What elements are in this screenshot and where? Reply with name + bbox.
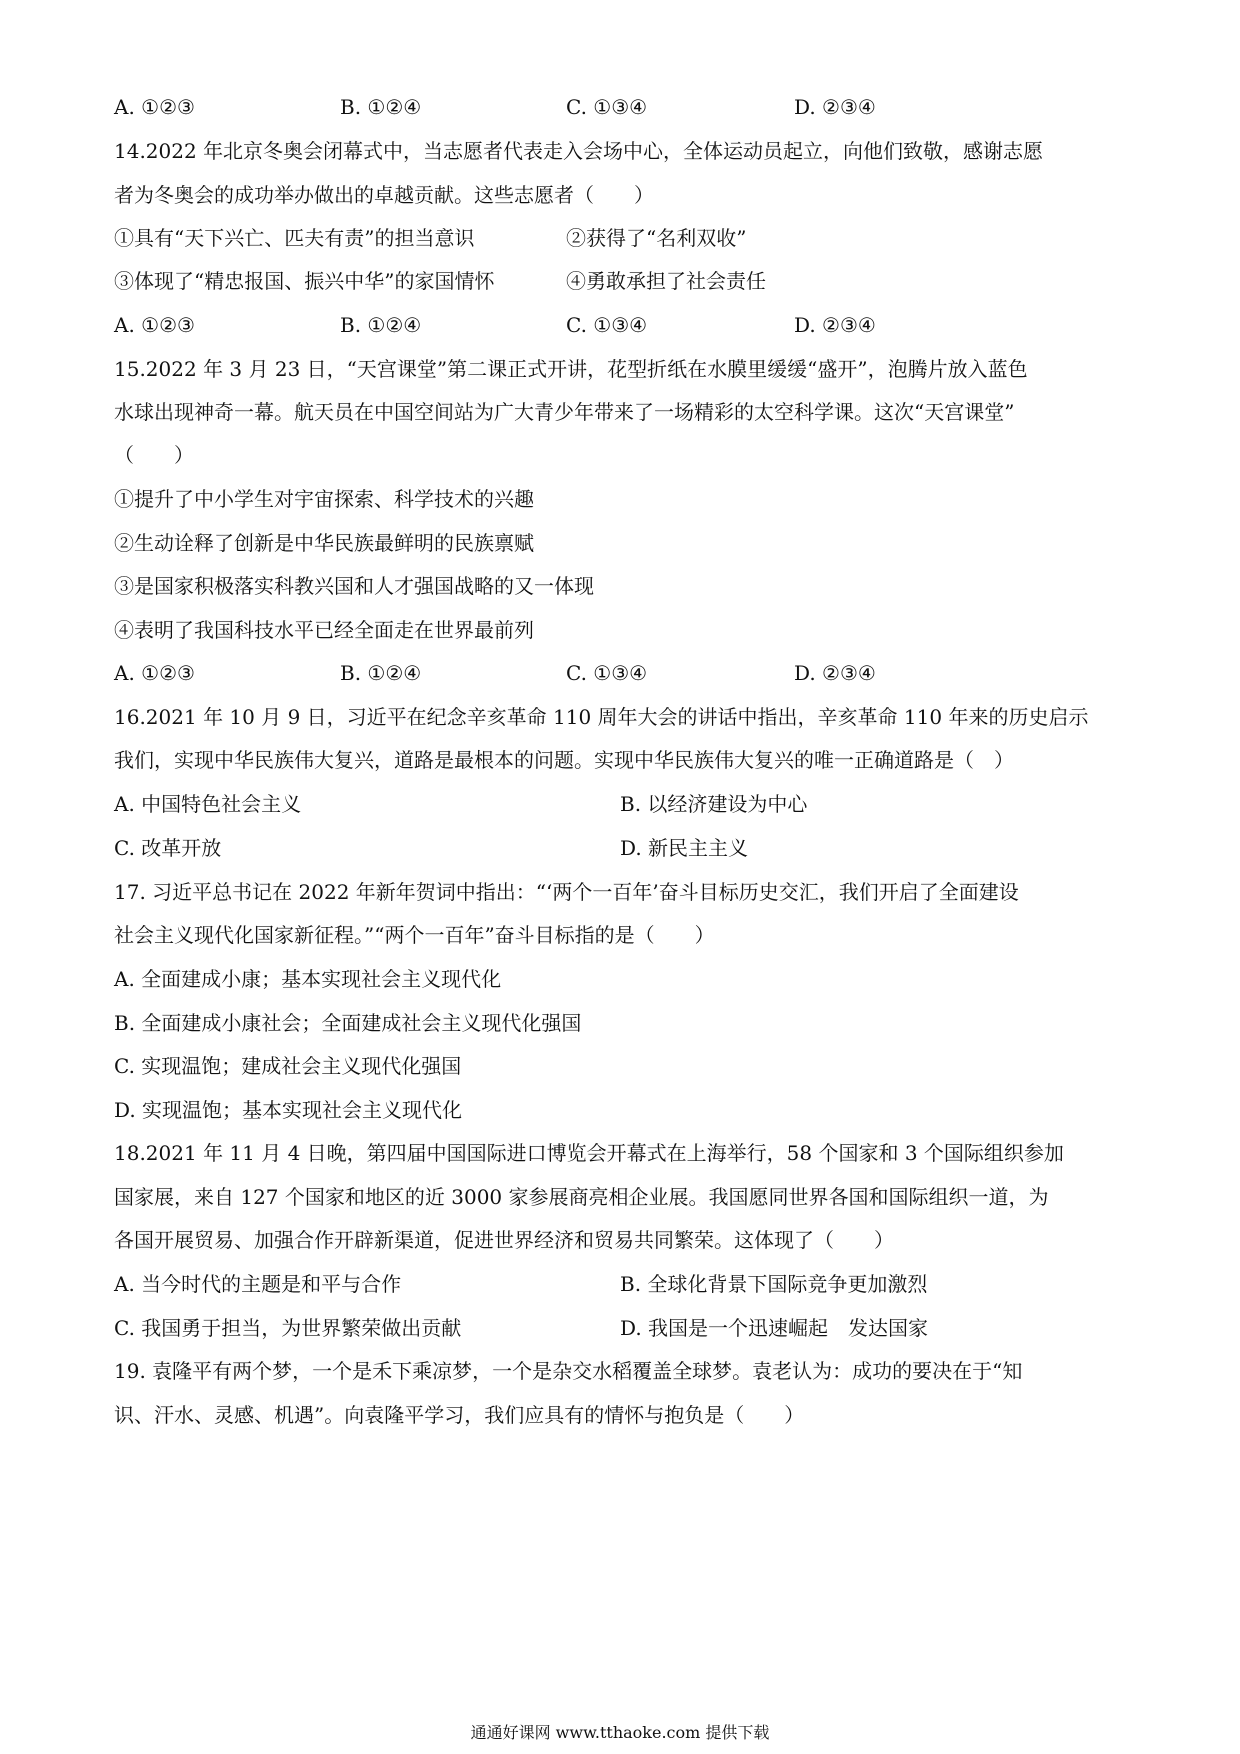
- answer-options-row: [114, 1313, 1130, 1343]
- statement-row: [114, 223, 1130, 253]
- question-stem-line: 18.2021 年 11 月 4 日晚，第四届中国国际进口博览会开幕式在上海举行，58 个国家和 3 个国际组织参加: [114, 1141, 1064, 1165]
- option-c: C. 实现温饱；建成社会主义现代化强国: [114, 1054, 462, 1078]
- option-d: D. 我国是一个迅速崛起 发达国家: [620, 1316, 929, 1340]
- question-stem-line: 19. 袁隆平有两个梦，一个是禾下乘凉梦，一个是杂交水稻覆盖全球梦。袁老认为：成功的要决在于“知: [114, 1359, 1023, 1383]
- answer-options-row: [114, 789, 1130, 819]
- option-a: A. ①②③: [114, 95, 195, 119]
- answer-options: [114, 310, 1130, 340]
- option-b: B. 全球化背景下国际竞争更加激烈: [620, 1272, 928, 1296]
- statement-4: ④表明了我国科技水平已经全面走在世界最前列: [114, 618, 534, 642]
- option-c: C. 我国勇于担当，为世界繁荣做出贡献: [114, 1316, 462, 1340]
- option-b: B. ①②④: [340, 95, 422, 119]
- question-stem-line: （ ）: [114, 443, 194, 467]
- answer-options-row: [114, 1269, 1130, 1299]
- option-c: C. 改革开放: [114, 836, 222, 860]
- page-footer: 通通好课网 www.tthaoke.com 提供下载: [470, 1723, 770, 1742]
- question-stem-line: 14.2022 年北京冬奥会闭幕式中，当志愿者代表走入会场中心，全体运动员起立，向他们致敬，感谢志愿: [114, 139, 1044, 163]
- statement-1: ①提升了中小学生对宇宙探索、科学技术的兴趣: [114, 487, 534, 511]
- option-d: D. 新民主主义: [620, 836, 749, 860]
- option-c: C. ①③④: [566, 95, 648, 119]
- option-c: C. ①③④: [566, 313, 648, 337]
- option-a: A. 当今时代的主题是和平与合作: [114, 1272, 402, 1296]
- option-d: D. ②③④: [794, 313, 876, 337]
- question-stem-line: 国家展，来自 127 个国家和地区的近 3000 家参展商亮相企业展。我国愿同世界各国和国际组织一道，为: [114, 1185, 1049, 1209]
- option-b: B. ①②④: [340, 313, 422, 337]
- option-b: B. 以经济建设为中心: [620, 792, 808, 816]
- statement-1: ①具有“天下兴亡、匹夫有责”的担当意识: [114, 226, 475, 250]
- question-stem-line: 17. 习近平总书记在 2022 年新年贺词中指出：“‘两个一百年’奋斗目标历史交汇，我们开启了全面建设: [114, 880, 1019, 904]
- option-b: B. 全面建成小康社会；全面建成社会主义现代化强国: [114, 1011, 582, 1035]
- question-stem-line: 各国开展贸易、加强合作开辟新渠道，促进世界经济和贸易共同繁荣。这体现了（ ）: [114, 1228, 894, 1252]
- statement-2: ②获得了“名利双收”: [566, 226, 747, 250]
- statement-4: ④勇敢承担了社会责任: [566, 269, 766, 293]
- answer-options-row: [114, 833, 1130, 863]
- question-stem-line: 16.2021 年 10 月 9 日，习近平在纪念辛亥革命 110 周年大会的讲话中指出，辛亥革命 110 年来的历史启示: [114, 705, 1089, 729]
- question-stem-line: 识、汗水、灵感、机遇”。向袁隆平学习，我们应具有的情怀与抱负是（ ）: [114, 1403, 805, 1427]
- option-a: A. 全面建成小康；基本实现社会主义现代化: [114, 967, 502, 991]
- answer-options: [114, 658, 1130, 688]
- option-d: D. 实现温饱；基本实现社会主义现代化: [114, 1098, 463, 1122]
- option-a: A. ①②③: [114, 313, 195, 337]
- option-d: D. ②③④: [794, 661, 876, 685]
- question-stem-line: 我们，实现中华民族伟大复兴，道路是最根本的问题。实现中华民族伟大复兴的唯一正确道路是（ ）: [114, 748, 1014, 772]
- statement-3: ③体现了“精忠报国、振兴中华”的家国情怀: [114, 269, 495, 293]
- option-c: C. ①③④: [566, 661, 648, 685]
- statement-row: [114, 266, 1130, 296]
- question-stem-line: 社会主义现代化国家新征程。”“两个一百年”奋斗目标指的是（ ）: [114, 923, 715, 947]
- option-a: A. ①②③: [114, 661, 195, 685]
- question-stem-line: 水球出现神奇一幕。航天员在中国空间站为广大青少年带来了一场精彩的太空科学课。这次“天宫课堂”: [114, 400, 1015, 424]
- statement-3: ③是国家积极落实科教兴国和人才强国战略的又一体现: [114, 574, 594, 598]
- option-b: B. ①②④: [340, 661, 422, 685]
- option-a: A. 中国特色社会主义: [114, 792, 302, 816]
- statement-2: ②生动诠释了创新是中华民族最鲜明的民族禀赋: [114, 531, 534, 555]
- question-stem-line: 者为冬奥会的成功举办做出的卓越贡献。这些志愿者（ ）: [114, 183, 654, 207]
- question-stem-line: 15.2022 年 3 月 23 日，“天宫课堂”第二课正式开讲，花型折纸在水膜里缓缓“盛开”，泡腾片放入蓝色: [114, 357, 1028, 381]
- option-d: D. ②③④: [794, 95, 876, 119]
- prev-question-options: [114, 92, 1130, 122]
